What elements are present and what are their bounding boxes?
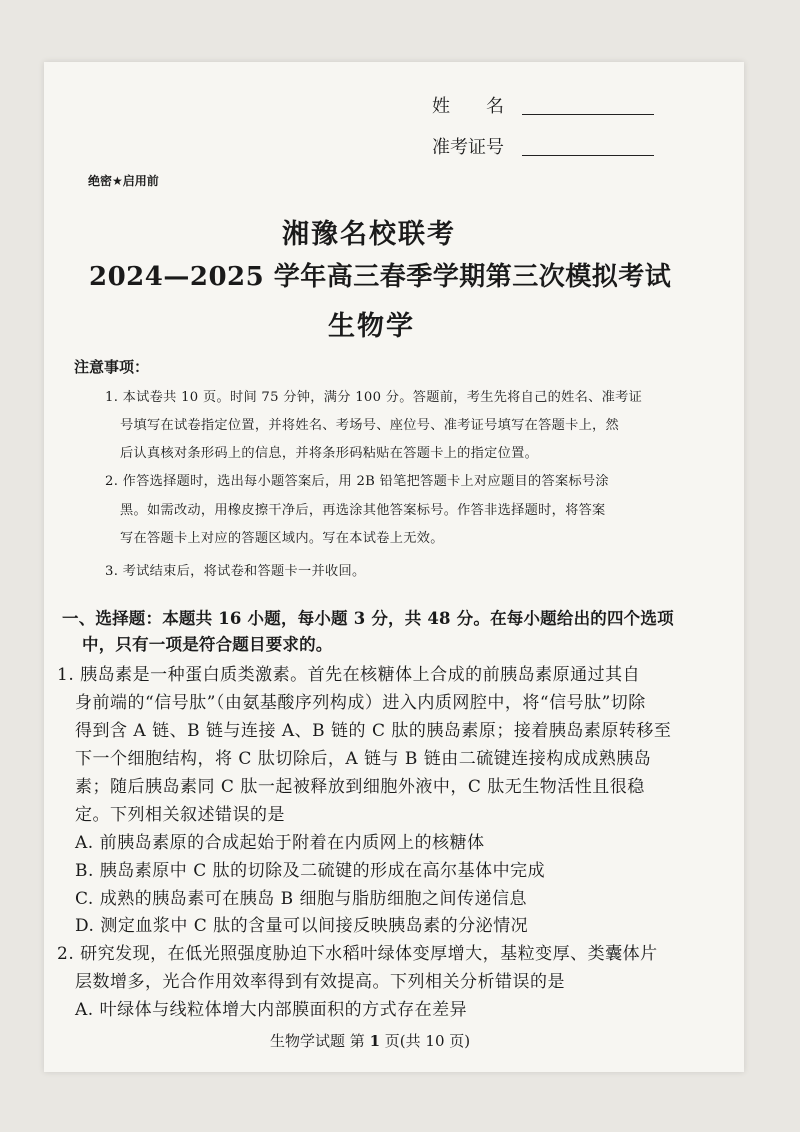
q1-stem-line: 定。下列相关叙述错误的是 — [75, 805, 285, 825]
q2-stem-line: 层数增多，光合作用效率得到有效提高。下列相关分析错误的是 — [75, 972, 565, 992]
exam-id-label: 准考证号 — [432, 137, 504, 158]
q1-stem-line: 素；随后胰岛素同 C 肽一起被释放到细胞外液中，C 肽无生物活性且很稳 — [75, 777, 645, 797]
page-footer — [270, 1030, 470, 1051]
notice-line: 黑。如需改动，用橡皮擦干净后，再选涂其他答案标号。作答非选择题时，将答案 — [120, 503, 606, 518]
section-heading-cont: 中，只有一项是符合题目要求的。 — [82, 635, 333, 654]
footer-text-b: 页(共 10 页) — [384, 1032, 471, 1050]
q1-stem-line: 下一个细胞结构，将 C 肽切除后，A 链与 B 链由二硫键连接构成成熟胰岛 — [75, 749, 652, 769]
subject-title: 生物学 — [328, 311, 415, 342]
q1-stem-line: 得到含 A 链、B 链与连接 A、B 链的 C 肽的胰岛素原；接着胰岛素原转移至 — [75, 721, 672, 741]
q1-option-d: D. 测定血浆中 C 肽的含量可以间接反映胰岛素的分泌情况 — [75, 916, 529, 936]
secret-mark: 绝密★启用前 — [88, 174, 159, 188]
q2-stem-line: 2. 研究发现，在低光照强度胁迫下水稻叶绿体变厚增大，基粒变厚、类囊体片 — [57, 944, 658, 964]
name-label: 姓 名 — [432, 96, 504, 117]
exam-name-title: 2024—2025 学年高三春季学期第三次模拟考试 — [89, 262, 672, 292]
notice-line: 2. 作答选择题时，选出每小题答案后，用 2B 铅笔把答题卡上对应题目的答案标号涂 — [105, 474, 609, 489]
notice-line: 1. 本试卷共 10 页。时间 75 分钟，满分 100 分。答题前，考生先将自己的姓名、准考证 — [105, 390, 643, 405]
q1-option-b: B. 胰岛素原中 C 肽的切除及二硫键的形成在高尔基体中完成 — [75, 861, 546, 881]
q1-option-c: C. 成熟的胰岛素可在胰岛 B 细胞与脂肪细胞之间传递信息 — [75, 889, 528, 909]
name-field-line — [522, 114, 654, 115]
notice-line: 写在答题卡上对应的答题区域内。写在本试卷上无效。 — [120, 531, 444, 546]
q2-option-a: A. 叶绿体与线粒体增大内部膜面积的方式存在差异 — [75, 1000, 468, 1020]
footer-page-number: 1 — [369, 1032, 380, 1050]
notice-heading: 注意事项： — [74, 358, 150, 376]
notice-line: 后认真核对条形码上的信息，并将条形码粘贴在答题卡上的指定位置。 — [120, 446, 539, 461]
footer-text-a: 生物学试题 第 — [270, 1032, 365, 1050]
exam-id-field-line — [522, 155, 654, 156]
q1-stem-line: 1. 胰岛素是一种蛋白质类激素。首先在核糖体上合成的前胰岛素原通过其自 — [57, 665, 641, 685]
notice-line: 3. 考试结束后，将试卷和答题卡一并收回。 — [105, 564, 366, 579]
exam-org-title: 湘豫名校联考 — [282, 219, 456, 250]
section-heading: 一、选择题：本题共 16 小题，每小题 3 分，共 48 分。在每小题给出的四个选项 — [62, 609, 674, 628]
q1-option-a: A. 前胰岛素原的合成起始于附着在内质网上的核糖体 — [75, 833, 485, 853]
notice-line: 号填写在试卷指定位置，并将姓名、考场号、座位号、准考证号填写在答题卡上，然 — [120, 418, 620, 433]
q1-stem-line: 身前端的“信号肽”（由氨基酸序列构成）进入内质网腔中，将“信号肽”切除 — [75, 693, 646, 713]
